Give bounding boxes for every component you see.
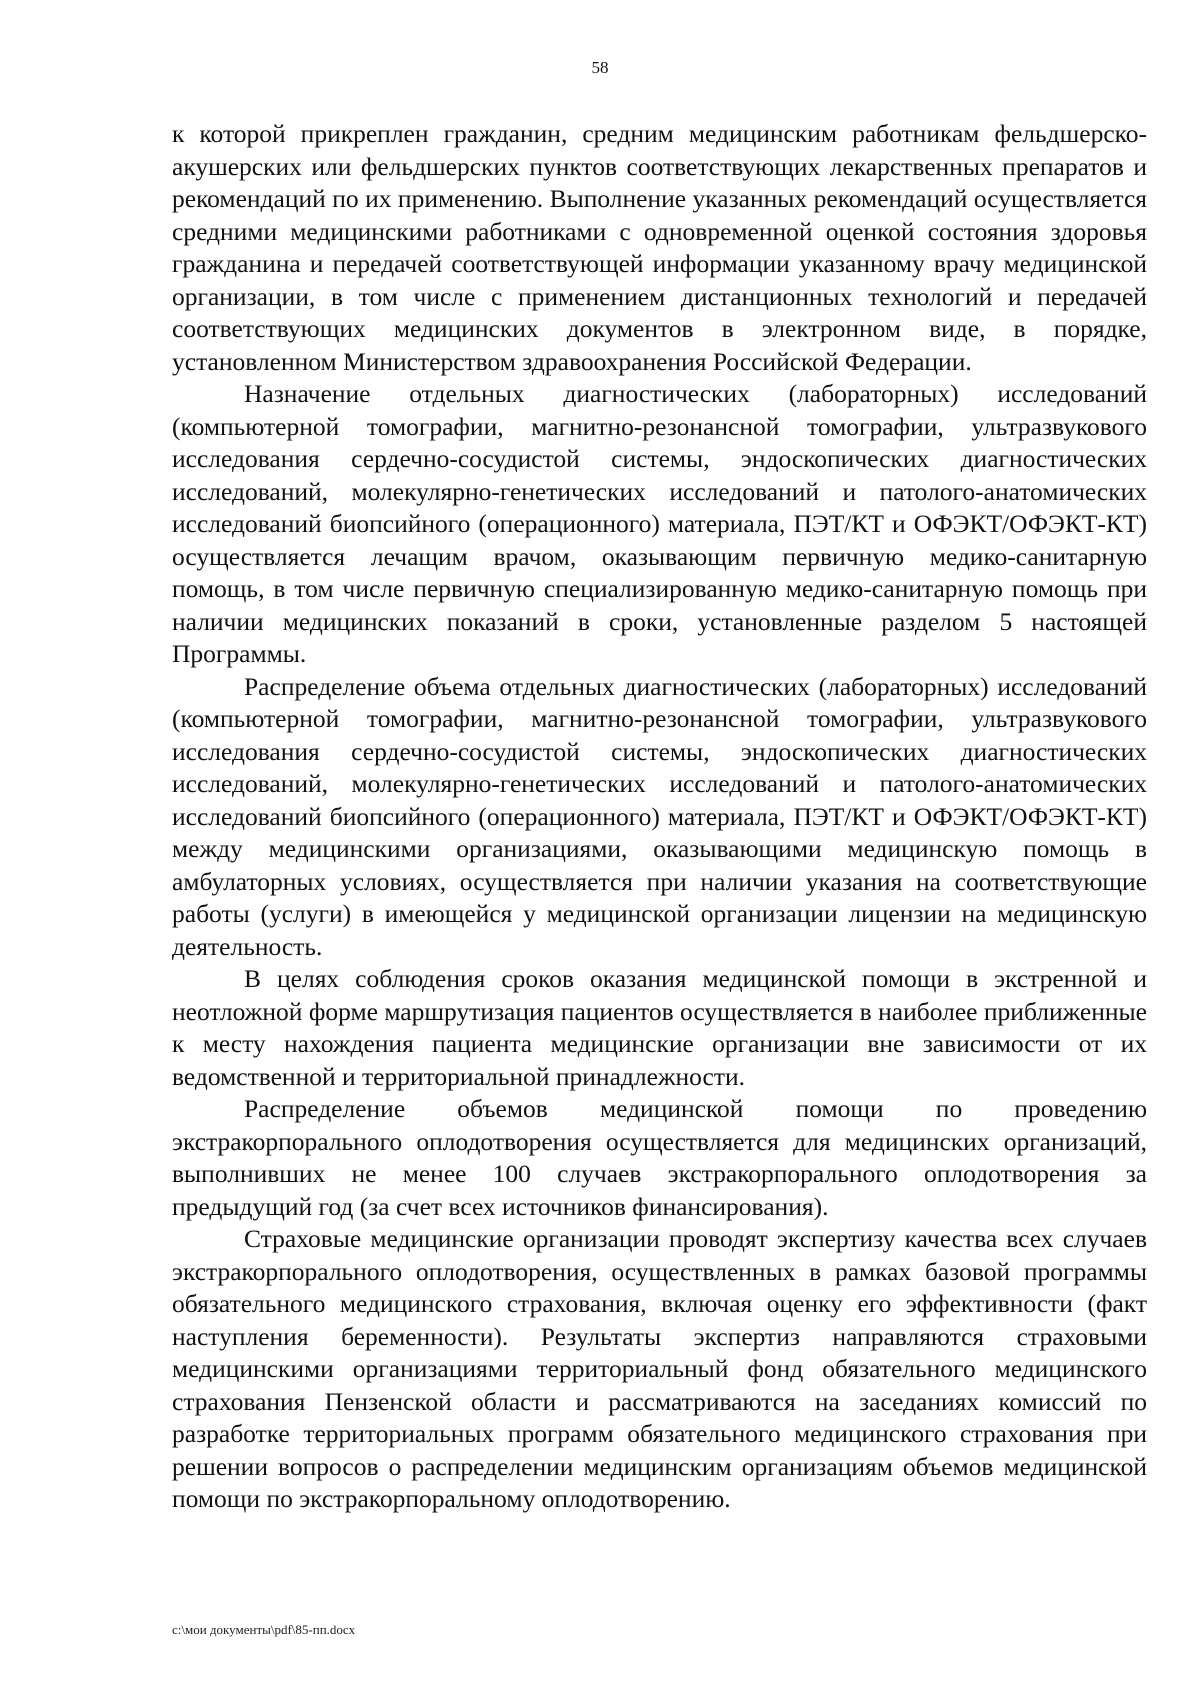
paragraph-emergency-routing: В целях соблюдения сроков оказания медицинской помощи в экстренной и неотложной форме маршрутизация пациентов осуществляется в наиболее приближенные к месту нахождения пациента медицинские организации вне зависимости от их ведомственной и территориальной принадлежности. <box>172 964 1147 1091</box>
document-body <box>172 118 1147 1516</box>
paragraph-continuation: к которой прикреплен гражданин, средним медицинским работникам фельдшерско-акушерских или фельдшерских пунктов соответствующих лекарственных препаратов и рекомендаций по их применению. Выполнение указанных рекомендаций осуществляется средними медицинскими работниками с одновременной оценкой состояния здоровья гражданина и передачей соответствующей информации указанному врачу медицинской организации, в том числе с применением дистанционных технологий и передачей соответствующих медицинских документов в электронном виде, в порядке, установленном Министерством здравоохранения Российской Федерации. <box>172 119 1147 376</box>
paragraph-ivf-expertise: Страховые медицинские организации проводят экспертизу качества всех случаев экстракорпорального оплодотворения, осуществленных в рамках базовой программы обязательного медицинского страхования, включая оценку его эффективности (факт наступления беременности). Результаты экспертиз направляются страховыми медицинскими организациями территориальный фонд обязательного медицинского страхования Пензенской области и рассматриваются на заседаниях комиссий по разработке территориальных программ обязательного медицинского страхования при решении вопросов о распределении медицинским организациям объемов медицинской помощи по экстракорпоральному оплодотворению. <box>172 1224 1147 1513</box>
paragraph-ivf-distribution: Распределение объемов медицинской помощи по проведению экстракорпорального оплодотворения осуществляется для медицинских организаций, выполнивших не менее 100 случаев экстракорпорального оплодотворения за предыдущий год (за счет всех источников финансирования). <box>172 1094 1147 1221</box>
page-number: 58 <box>591 58 609 77</box>
footer-file-path: c:\мои документы\pdf\85-пп.docx <box>172 1622 356 1637</box>
paragraph-diagnostic-assignment: Назначение отдельных диагностических (лабораторных) исследований (компьютерной томографии, магнитно-резонансной томографии, ультразвукового исследования сердечно-сосудистой системы, эндоскопических диагностических исследований, молекулярно-генетических исследований и патолого-анатомических исследований биопсийного (операционного) материала, ПЭТ/КТ и ОФЭКТ/ОФЭКТ-КТ) осуществляется лечащим врачом, оказывающим первичную медико-санитарную помощь, в том числе первичную специализированную медико-санитарную помощь при наличии медицинских показаний в сроки, установленные разделом 5 настоящей Программы. <box>172 379 1147 668</box>
paragraph-diagnostic-distribution: Распределение объема отдельных диагностических (лабораторных) исследований (компьютерной томографии, магнитно-резонансной томографии, ультразвукового исследования сердечно-сосудистой системы, эндоскопических диагностических исследований, молекулярно-генетических исследований и патолого-анатомических исследований биопсийного (операционного) материала, ПЭТ/КТ и ОФЭКТ/ОФЭКТ-КТ) между медицинскими организациями, оказывающими медицинскую помощь в амбулаторных условиях, осуществляется при наличии указания на соответствующие работы (услуги) в имеющейся у медицинской организации лицензии на медицинскую деятельность. <box>172 671 1147 961</box>
